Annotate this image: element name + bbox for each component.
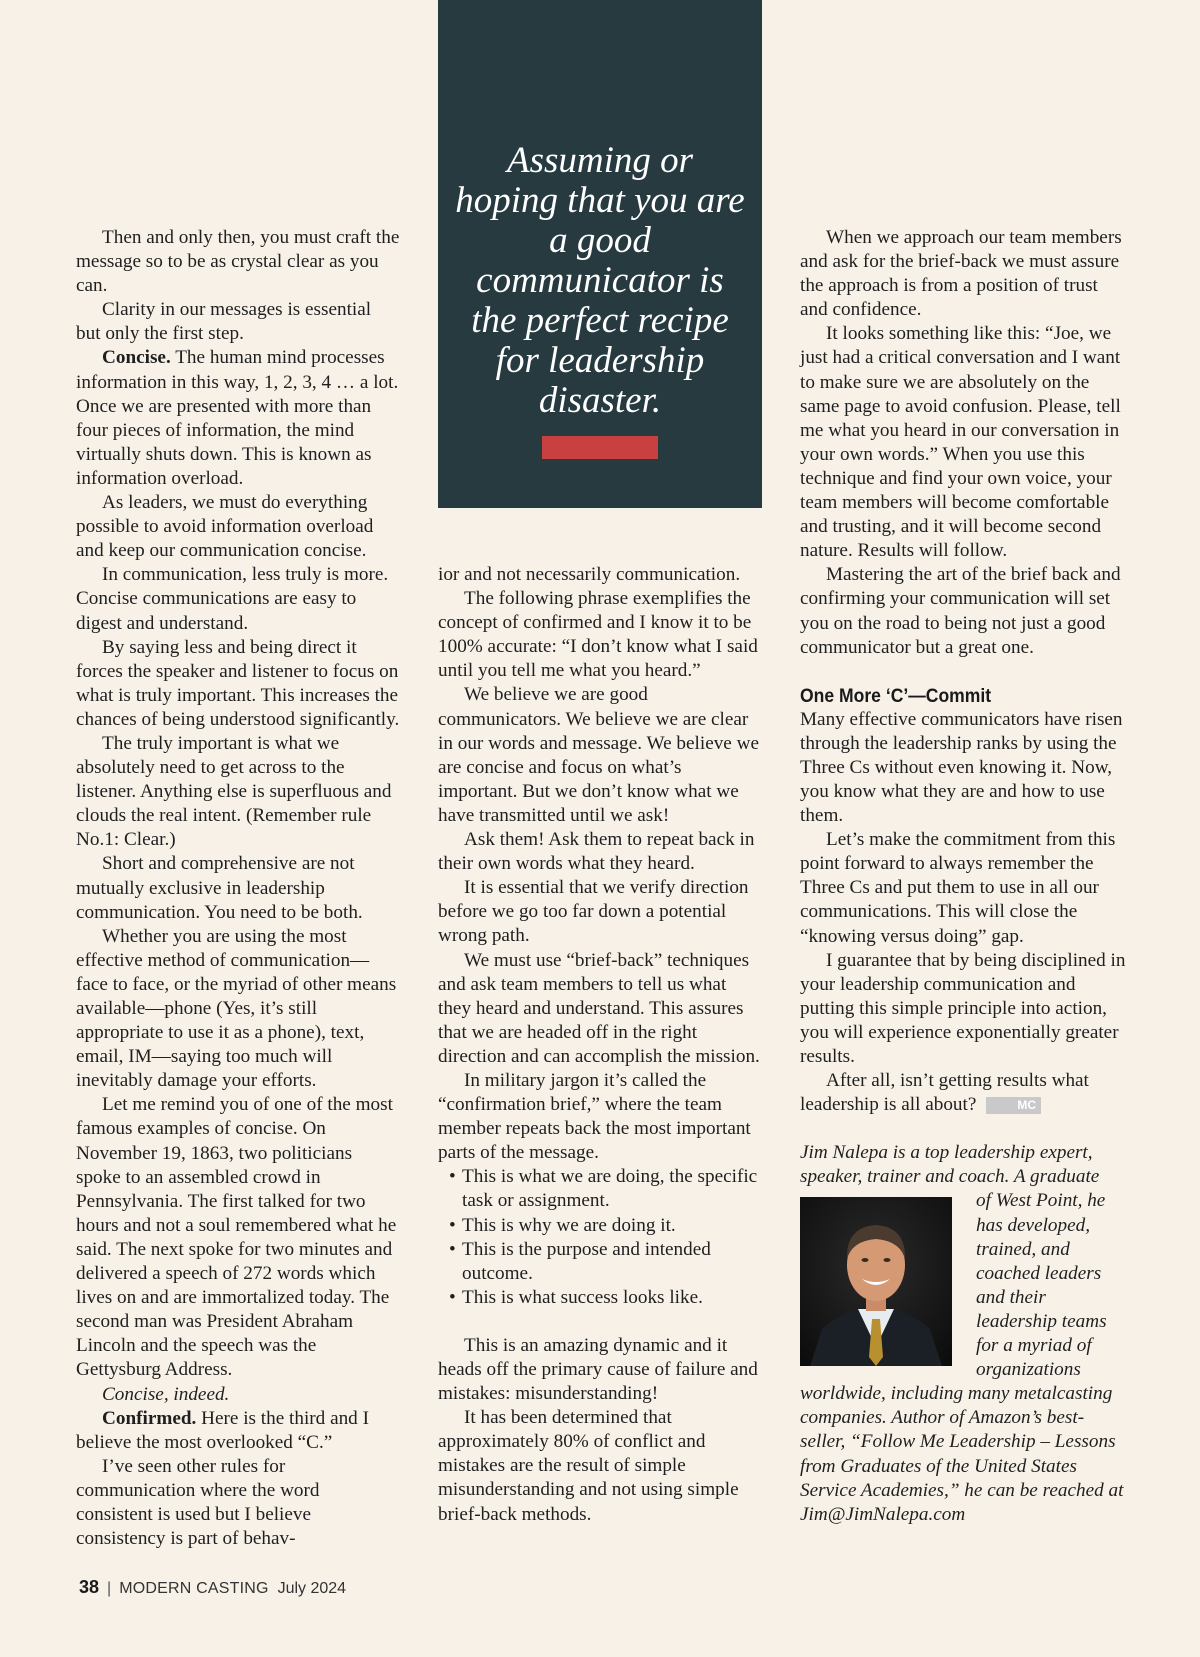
paragraph: Whether you are using the most effective method of communication—face to face, or the myriad of other means available—phone (Yes, it’s still appropriate to use it as a phone), text, email, IM—saying too much will inevitably damage your efforts. — [76, 925, 397, 1092]
paragraph: Mastering the art of the brief back and confirming your communication will set you on the road to being not just a good communicator but a great one. — [800, 564, 1121, 658]
paragraph: Let me remind you of one of the most famous examples of concise. On November 19, 1863, two politicians spoke to an assembled crowd in Pennsylvania. The first talked for two hours and not a soul remembered what he said. The next spoke for two minutes and delivered a speech of 272 words which lives on and are immortalized today. The second man was President Abraham Lincoln and the speech was the Gettysburg Address. — [76, 1094, 397, 1381]
paragraph: Let’s make the commitment from this point forward to always remember the Three Cs and put them to use in all our communications. This will close the “knowing versus doing” gap. — [800, 829, 1116, 947]
issue-date: July 2024 — [277, 1580, 347, 1597]
paragraph: By saying less and being direct it forces the speaker and listener to focus on what is truly important. This increases the chances of being understood significantly. — [76, 636, 400, 730]
paragraph: As leaders, we must do everything possible to avoid information overload and keep our communication concise. — [76, 492, 374, 562]
paragraph: Short and comprehensive are not mutually exclusive in leadership communication. You need to be both. — [76, 853, 363, 923]
paragraph-text: After all, isn’t getting results what leadership is all about? — [800, 1070, 1089, 1116]
paragraph: It looks something like this: “Joe, we just had a critical conversation and I want to make sure we are absolutely on the same page to avoid confusion. Please, tell me what you heard in our conversation in your own words.” When you use this technique and find your own voice, your team members will become comfortable and trusting, and it will become second nature. Results will follow. — [800, 323, 1121, 562]
author-bio — [800, 1141, 1128, 1527]
paragraph: I guarantee that by being disciplined in your leadership communication and putting this simple principle into action, you will experience exponentially greater results. — [800, 949, 1126, 1067]
paragraph: This is an amazing dynamic and it heads off the primary cause of failure and mistakes: misunderstanding! — [438, 1334, 758, 1405]
paragraph: Many effective communicators have risen through the leadership ranks by using the Three Cs without even knowing it. Now, you know what they are and how to use them. — [800, 708, 1123, 827]
paragraph: In communication, less truly is more. Concise communications are easy to digest and understand. — [76, 564, 389, 634]
article-column-1 — [76, 226, 400, 1551]
run-in-heading-concise: Concise. — [102, 347, 171, 369]
page-number: 38 — [79, 1577, 100, 1597]
paragraph: It has been determined that approximately 80% of conflict and mistakes are the result of simple misunderstanding and not using simple brief-back methods. — [438, 1407, 739, 1525]
paragraph: The following phrase exemplifies the concept of confirmed and I know it to be 100% accurate: “I don’t know what I said until you tell me what you heard.” — [438, 588, 758, 682]
paragraph: The truly important is what we absolutely need to get across to the listener. Anything else is superfluous and clouds the real intent. (Remember rule No.1: Clear.) — [76, 732, 392, 851]
bio-first-line: Jim Nalepa is a top leadership expert, speaker, trainer and coach. A graduate — [800, 1142, 1100, 1188]
paragraph-italic — [76, 1383, 400, 1407]
paragraph: ior and not necessarily communication. — [438, 564, 741, 585]
list-item: • This is the purpose and intended outcome. — [438, 1238, 762, 1286]
pull-quote-accent-bar — [542, 436, 658, 459]
list-item: • This is why we are doing it. — [438, 1214, 762, 1238]
paragraph: Ask them! Ask them to repeat back in their own words what they heard. — [438, 829, 755, 875]
paragraph: In military jargon it’s called the “confirmation brief,” where the team member repeats back the most important parts of the message. — [438, 1069, 751, 1164]
paragraph: We believe we are good communicators. We believe we are clear in our words and message. We believe we are concise and focus on what’s important. But we don’t know what we have transmitted until we ask! — [438, 684, 759, 826]
pull-quote: Assuming or hoping that you are a good communicator is the perfect recipe for leadership disaster. — [455, 140, 745, 421]
paragraph — [800, 1069, 1128, 1117]
paragraph: Clarity in our messages is essential but only the first step. — [76, 299, 372, 345]
paragraph — [76, 346, 400, 491]
pull-quote-box — [438, 0, 762, 508]
run-in-heading-confirmed: Confirmed. — [102, 1407, 197, 1429]
magazine-name: MODERN CASTING — [119, 1580, 269, 1597]
footer-divider: | — [107, 1580, 112, 1597]
bullet-list — [438, 1165, 762, 1310]
paragraph — [76, 1407, 400, 1455]
section-heading: One More ‘C’—Commit — [800, 684, 992, 707]
italic-text: Concise, indeed. — [102, 1383, 230, 1405]
paragraph: It is essential that we verify direction before we go too far down a potential wrong path. — [438, 877, 749, 947]
paragraph-text: The human mind processes information in this way, 1, 2, 3, 4 … a lot. Once we are presented with more than four pieces of information, the mind virtually shuts down. This is known as information overload. — [76, 347, 399, 489]
end-mark-badge: MC — [986, 1097, 1041, 1114]
paragraph: We must use “brief-back” techniques and ask team members to tell us what they heard and understand. This assures that we are headed off in the right direction and can accomplish the mission. — [438, 949, 760, 1067]
article-column-3 — [800, 226, 1128, 1527]
article-column-2 — [438, 563, 762, 1527]
paragraph: Then and only then, you must craft the message so to be as crystal clear as you can. — [76, 227, 400, 297]
list-item: • This is what success looks like. — [438, 1286, 762, 1310]
paragraph: When we approach our team members and ask for the brief-back we must assure the approach is from a position of trust and confidence. — [800, 227, 1122, 321]
paragraph-text: Here is the third and I believe the most overlooked “C.” — [76, 1407, 369, 1453]
list-item: • This is what we are doing, the specific task or assignment. — [438, 1165, 762, 1213]
bio-text: of West Point, he has developed, trained, and coached leaders and their leadership teams for a myriad of organizations worldwide, including many metalcasting companies. Author of Amazon’s best-seller, “Follow Me Leadership – Lessons from Graduates of the United States Service Academies,” he can be reached at Jim@JimNalepa.com — [800, 1190, 1124, 1525]
author-photo — [800, 1197, 952, 1366]
page-footer — [79, 1577, 346, 1599]
paragraph: I’ve seen other rules for communication where the word consistent is used but I believe consistency is part of behav- — [76, 1455, 320, 1550]
